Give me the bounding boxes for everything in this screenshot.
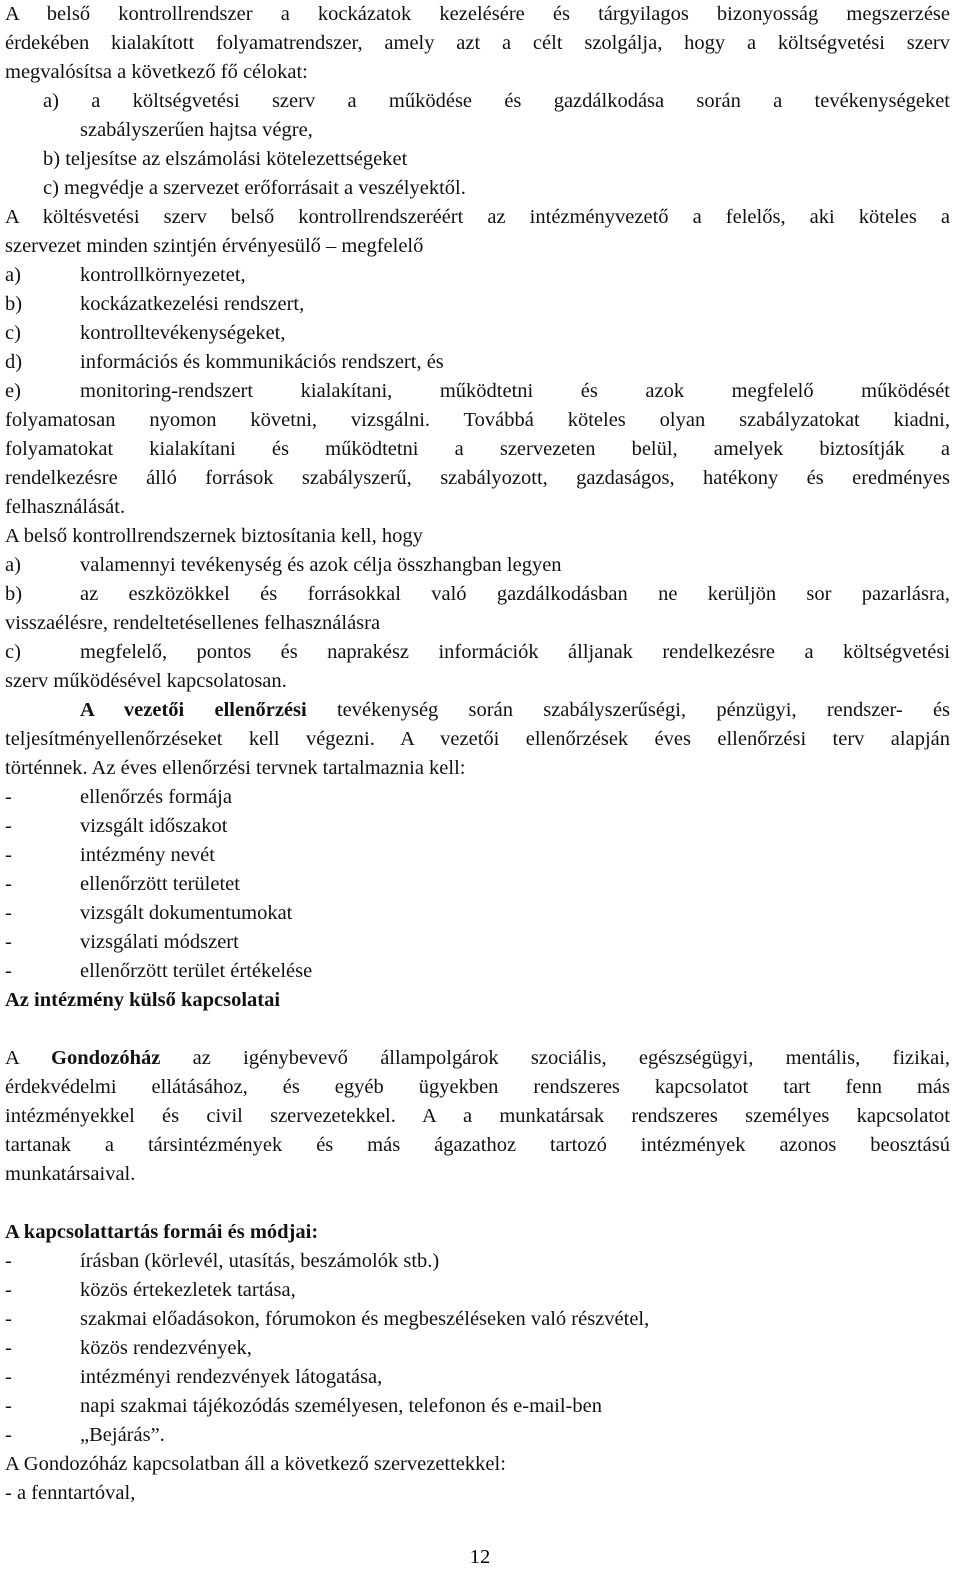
- list-item: [5, 638, 950, 667]
- paragraph-line: teljesítményellenőrzéseket kell végezni. A vezetői ellenőrzések éves ellenőrzési terv alapján: [5, 728, 950, 750]
- list-marker: a): [5, 554, 21, 576]
- bold-phrase: Gondozóház: [51, 1047, 161, 1069]
- dash-list-item: [5, 812, 950, 841]
- paragraph-line: intézményekkel és civil szervezetekkel. A a munkatársak rendszeres személyes kapcsolatot: [5, 1105, 950, 1127]
- list-text: kontrolltevékenységeket,: [80, 322, 286, 344]
- list-text: vizsgált dokumentumokat: [80, 902, 293, 924]
- paragraph-line: felhasználását.: [5, 496, 126, 518]
- paragraph-line: tartanak a társintézmények és más ágazathoz tartozó intézmények azonos beosztású: [5, 1134, 950, 1156]
- list-text: ellenőrzés formája: [80, 786, 232, 808]
- dash-list-item: [5, 899, 950, 928]
- paragraph-line: A belső kontrollrendszernek biztosítania kell, hogy: [5, 525, 423, 547]
- dash-list-item: [5, 870, 950, 899]
- line-text: az igénybevevő állampolgárok szociális, egészségügyi, mentális, fizikai,: [192, 1047, 951, 1069]
- paragraph-line: - a fenntartóval,: [5, 1482, 136, 1504]
- dash-list-item: [5, 1392, 950, 1421]
- dash-list-item: [5, 1305, 950, 1334]
- list-text: írásban (körlevél, utasítás, beszámolók stb.): [80, 1250, 440, 1272]
- paragraph-line: folyamatosan nyomon követni, vizsgálni. Továbbá köteles olyan szabályzatokat kiadni,: [5, 409, 950, 431]
- list-text: kockázatkezelési rendszert,: [80, 293, 305, 315]
- list-text: vizsgálati módszert: [80, 931, 239, 953]
- line-text: tevékenység során szabályszerűségi, pénzügyi, rendszer- és: [336, 699, 951, 721]
- section-heading: Az intézmény külső kapcsolatai: [5, 989, 281, 1011]
- dash-list-item: [5, 957, 950, 986]
- list-text: valamennyi tevékenység és azok célja összhangban legyen: [80, 554, 562, 576]
- list-marker: b): [5, 583, 23, 605]
- dash-list-item: [5, 928, 950, 957]
- dash-list-item: [5, 841, 950, 870]
- dash-list-item: [5, 1363, 950, 1392]
- dash-marker: -: [5, 960, 12, 982]
- list-text: vizsgált időszakot: [80, 815, 228, 837]
- dash-marker: -: [5, 844, 12, 866]
- dash-marker: -: [5, 1424, 12, 1446]
- list-item: a) a költségvetési szerv a működése és gazdálkodása során a tevékenységeket: [43, 90, 950, 112]
- list-text: közös értekezletek tartása,: [80, 1279, 296, 1301]
- paragraph-line: szervezet minden szintjén érvényesülő – megfelelő: [5, 235, 424, 257]
- list-item-continuation: szabályszerűen hajtsa végre,: [80, 119, 313, 141]
- dash-marker: -: [5, 873, 12, 895]
- list-text: ellenőrzött területet: [80, 873, 240, 895]
- list-text: intézmény nevét: [80, 844, 215, 866]
- list-item: [5, 261, 950, 290]
- line-text: A: [5, 1047, 19, 1069]
- list-marker: a): [5, 264, 21, 286]
- list-text: „Bejárás”.: [80, 1424, 165, 1446]
- dash-marker: -: [5, 1308, 12, 1330]
- dash-list-item: [5, 1276, 950, 1305]
- paragraph-line: [5, 1044, 950, 1073]
- paragraph-line: folyamatokat kialakítani és működtetni a szervezeten belül, amelyek biztosítják a: [5, 438, 950, 460]
- dash-marker: -: [5, 786, 12, 808]
- paragraph-line: rendelkezésre álló források szabályszerű, szabályozott, gazdaságos, hatékony és eredményes: [5, 467, 950, 489]
- list-text: kontrollkörnyezetet,: [80, 264, 246, 286]
- dash-marker: -: [5, 1395, 12, 1417]
- list-text: információs és kommunikációs rendszert, és: [80, 351, 444, 373]
- list-marker: d): [5, 351, 23, 373]
- list-text: szakmai előadásokon, fórumokon és megbeszéléseken való részvétel,: [80, 1308, 650, 1330]
- list-item: c) megvédje a szervezet erőforrásait a veszélyektől.: [43, 177, 466, 199]
- list-text: ellenőrzött terület értékelése: [80, 960, 313, 982]
- paragraph-line: [5, 696, 950, 725]
- section-heading: A kapcsolattartás formái és módjai:: [5, 1221, 319, 1243]
- paragraph-line: A belső kontrollrendszer a kockázatok kezelésére és tárgyilagos bizonyosság megszerzése: [5, 3, 950, 25]
- list-text: közös rendezvények,: [80, 1337, 252, 1359]
- list-item: [5, 377, 950, 406]
- dash-marker: -: [5, 1250, 12, 1272]
- list-marker: e): [5, 380, 21, 402]
- dash-list-item: [5, 783, 950, 812]
- dash-marker: -: [5, 931, 12, 953]
- list-text: napi szakmai tájékozódás személyesen, telefonon és e-mail-ben: [80, 1395, 602, 1417]
- paragraph-line: megvalósítsa a következő fő célokat:: [5, 61, 308, 83]
- dash-list-item: [5, 1334, 950, 1363]
- paragraph-line: történnek. Az éves ellenőrzési tervnek tartalmaznia kell:: [5, 757, 466, 779]
- list-marker: c): [5, 322, 21, 344]
- dash-marker: -: [5, 815, 12, 837]
- list-text: intézményi rendezvények látogatása,: [80, 1366, 383, 1388]
- list-item-continuation: visszaélésre, rendeltetésellenes felhasználásra: [5, 612, 381, 634]
- list-item: [5, 290, 950, 319]
- list-item: [5, 319, 950, 348]
- list-text: megfelelő, pontos és naprakész információk álljanak rendelkezésre a költségvetési: [80, 641, 950, 663]
- dash-list-item: [5, 1247, 950, 1276]
- paragraph-line: érdekvédelmi ellátásához, és egyéb ügyekben rendszeres kapcsolatot tart fenn más: [5, 1076, 950, 1098]
- dash-marker: -: [5, 1279, 12, 1301]
- dash-marker: -: [5, 902, 12, 924]
- paragraph-line: A Gondozóház kapcsolatban áll a következő szervezettekkel:: [5, 1453, 506, 1475]
- list-item: [5, 348, 950, 377]
- dash-marker: -: [5, 1366, 12, 1388]
- list-text: az eszközökkel és forrásokkal való gazdálkodásban ne kerüljön sor pazarlásra,: [80, 583, 950, 605]
- paragraph-line: munkatársaival.: [5, 1163, 136, 1185]
- list-item: [5, 551, 950, 580]
- paragraph-line: érdekében kialakított folyamatrendszer, amely azt a célt szolgálja, hogy a költségvetési szerv: [5, 32, 950, 54]
- bold-phrase: A vezetői ellenőrzési: [80, 699, 307, 721]
- page-number: 12: [469, 1546, 491, 1568]
- dash-list-item: [5, 1421, 950, 1450]
- list-item-continuation: szerv működésével kapcsolatosan.: [5, 670, 287, 692]
- list-text: monitoring-rendszert kialakítani, működtetni és azok megfelelő működését: [80, 380, 950, 402]
- list-item: [5, 580, 950, 609]
- list-item: b) teljesítse az elszámolási kötelezettségeket: [43, 148, 408, 170]
- dash-marker: -: [5, 1337, 12, 1359]
- list-marker: c): [5, 641, 21, 663]
- list-marker: b): [5, 293, 23, 315]
- paragraph-line: A költésvetési szerv belső kontrollrendszeréért az intézményvezető a felelős, aki köteles a: [5, 206, 950, 228]
